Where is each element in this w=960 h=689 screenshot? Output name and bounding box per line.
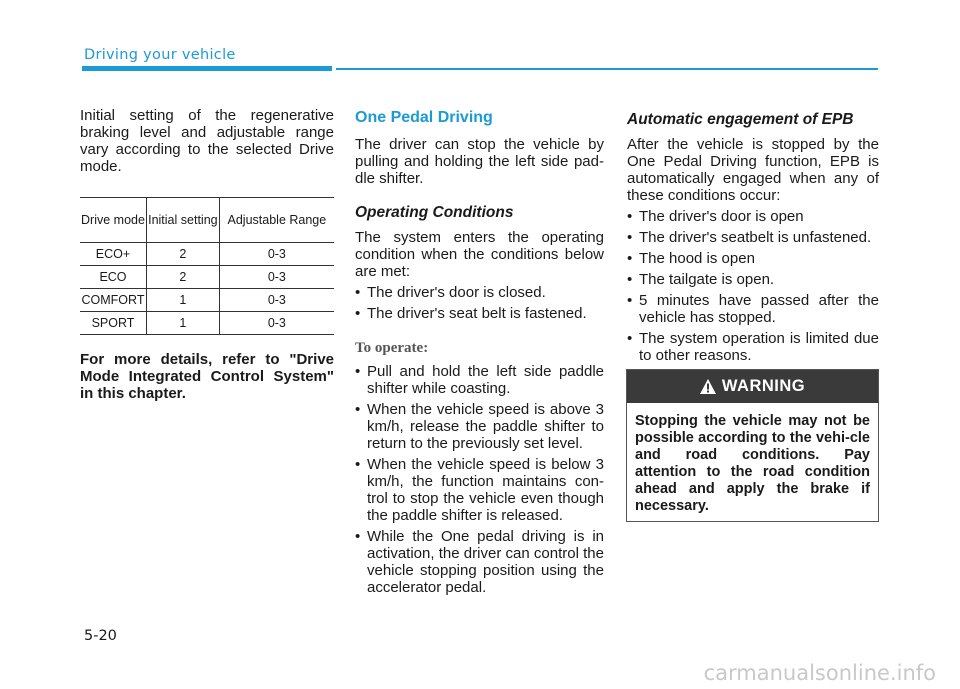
drive-mode-table: [80, 197, 334, 335]
epb-conditions-list: [627, 208, 879, 364]
table-row: [80, 312, 334, 335]
table-cell: 0-3: [219, 312, 334, 335]
header-rule-thick: [82, 66, 332, 71]
table-cell: 0-3: [219, 266, 334, 289]
intro-paragraph: Initial setting of the regenerative braking level and adjustable range vary according to the selected Drive mode.: [80, 107, 334, 175]
one-pedal-heading: One Pedal Driving: [355, 109, 493, 126]
list-item: • Pull and hold the left side paddle shifter while coasting.: [355, 363, 604, 397]
column-right: [627, 110, 879, 368]
list-item: • The system operation is limited due to other reasons.: [627, 330, 879, 364]
header-rule-thin: [336, 68, 878, 70]
list-item: • The driver's door is closed.: [355, 284, 604, 301]
table-cell: COMFORT: [80, 289, 146, 312]
table-header-row: [80, 198, 334, 243]
list-item: • The driver's seat belt is fastened.: [355, 305, 604, 322]
table-cell: 2: [146, 243, 219, 266]
list-item: • While the One pedal driving is in activation, the driver can control the vehicle stopping position using the accelerator pedal.: [355, 528, 604, 596]
table-header-adjustable-range: Adjustable Range: [219, 198, 334, 243]
epb-heading: Automatic engagement of EPB: [627, 111, 854, 128]
conditions-list: [355, 284, 604, 322]
list-item: • The hood is open: [627, 250, 879, 267]
operate-list: [355, 363, 604, 596]
reference-note: For more details, refer to "Drive Mode Integrated Control System" in this chapter.: [80, 351, 334, 402]
warning-header: [627, 370, 878, 403]
table-header-drive-mode: Drive mode: [80, 198, 146, 243]
table-row: [80, 289, 334, 312]
column-left: [80, 107, 334, 402]
table-header-initial-setting: Initial setting: [146, 198, 219, 243]
one-pedal-intro: The driver can stop the vehicle by pulling and holding the left side pad-dle shifter.: [355, 136, 604, 187]
list-item: • The tailgate is open.: [627, 271, 879, 288]
table-cell: 0-3: [219, 289, 334, 312]
table-cell: 2: [146, 266, 219, 289]
section-title: Driving your vehicle: [84, 47, 236, 63]
warning-label: WARNING: [721, 377, 806, 395]
warning-text: Stopping the vehicle may not be possible according to the vehi-cle and road conditions. Pay attention to the road condition ahead and apply the brake if necessary.: [635, 413, 870, 514]
list-item: • The driver's seatbelt is unfastened.: [627, 229, 879, 246]
epb-intro: After the vehicle is stopped by the One Pedal Driving function, EPB is automatically engaged when any of these conditions occur:: [627, 136, 879, 204]
column-middle: [355, 108, 604, 600]
table-row: [80, 243, 334, 266]
table-row: [80, 266, 334, 289]
list-item: • 5 minutes have passed after the vehicle has stopped.: [627, 292, 879, 326]
watermark: carmanualsonline.info: [703, 661, 936, 685]
list-item: • When the vehicle speed is above 3 km/h, release the paddle shifter to return to the previously set level.: [355, 401, 604, 452]
table-cell: ECO+: [80, 243, 146, 266]
to-operate-heading: To operate:: [355, 340, 429, 356]
operating-conditions-heading: Operating Conditions: [355, 204, 514, 221]
table-cell: 1: [146, 289, 219, 312]
list-item: • When the vehicle speed is below 3 km/h, the function maintains con-trol to stop the vehicle even though the paddle shifter is released.: [355, 456, 604, 524]
table-cell: ECO: [80, 266, 146, 289]
page-number: 5-20: [84, 628, 117, 644]
table-cell: SPORT: [80, 312, 146, 335]
operating-conditions-intro: The system enters the operating condition when the conditions below are met:: [355, 229, 604, 280]
list-item: • The driver's door is open: [627, 208, 879, 225]
warning-triangle-icon: [700, 379, 716, 394]
warning-box: [626, 369, 879, 522]
table-cell: 0-3: [219, 243, 334, 266]
table-cell: 1: [146, 312, 219, 335]
